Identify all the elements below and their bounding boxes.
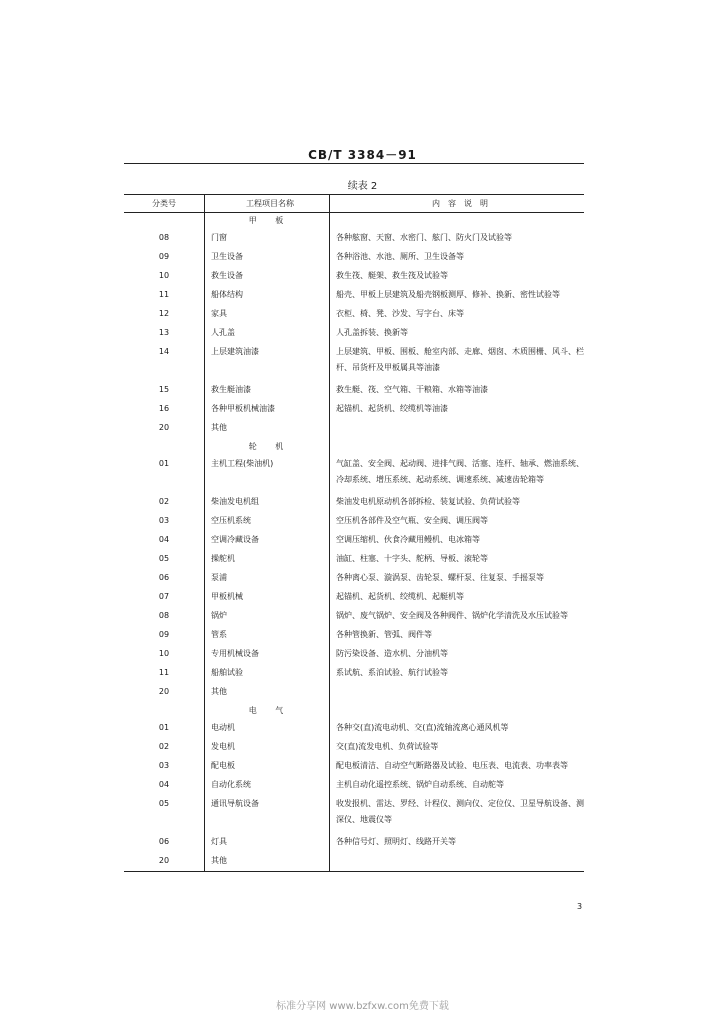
project-name: 人孔盖 bbox=[205, 325, 330, 344]
content-description: 系试航、系泊试验、航行试验等 bbox=[336, 667, 448, 677]
content-description: 油缸、柱塞、十字头、舵柄、导板、滚轮等 bbox=[336, 553, 488, 563]
column-header-code: 分类号 bbox=[124, 195, 205, 213]
content-description: 锅炉、废气锅炉、安全阀及各种阀件、锅炉化学清洗及水压试验等 bbox=[336, 610, 568, 620]
project-name: 管系 bbox=[205, 627, 330, 646]
category-code: 20 bbox=[124, 684, 205, 703]
table-row bbox=[124, 551, 584, 570]
project-name: 电动机 bbox=[205, 720, 330, 739]
project-name: 操舵机 bbox=[205, 551, 330, 570]
table-row bbox=[124, 646, 584, 665]
content-description: 各种管换新、管弧、阀件等 bbox=[336, 629, 432, 639]
project-name: 救生艇油漆 bbox=[205, 382, 330, 401]
section-title: 甲 板 bbox=[205, 213, 330, 230]
project-name: 锅炉 bbox=[205, 608, 330, 627]
table-row bbox=[124, 665, 584, 684]
table-row bbox=[124, 684, 584, 703]
table-row bbox=[124, 720, 584, 739]
section-row bbox=[124, 213, 584, 230]
project-name: 家具 bbox=[205, 306, 330, 325]
table-row bbox=[124, 325, 584, 344]
section-code-cell bbox=[124, 213, 205, 230]
project-name: 配电板 bbox=[205, 758, 330, 777]
project-name: 船体结构 bbox=[205, 287, 330, 306]
section-title: 电 气 bbox=[205, 703, 330, 720]
table-row bbox=[124, 834, 584, 853]
category-code: 08 bbox=[124, 608, 205, 627]
table-row bbox=[124, 796, 584, 834]
category-code: 05 bbox=[124, 796, 205, 834]
standard-code: CB/T 3384－91 bbox=[308, 148, 417, 162]
category-code: 10 bbox=[124, 268, 205, 287]
category-code: 03 bbox=[124, 758, 205, 777]
page-number: 3 bbox=[577, 902, 583, 911]
category-code: 11 bbox=[124, 665, 205, 684]
section-code-cell bbox=[124, 703, 205, 720]
project-name: 自动化系统 bbox=[205, 777, 330, 796]
content-description: 船壳、甲板上层建筑及船壳钢板测厚、修补、换新、密性试验等 bbox=[336, 289, 560, 299]
category-code: 04 bbox=[124, 532, 205, 551]
category-code: 03 bbox=[124, 513, 205, 532]
project-name: 船舶试验 bbox=[205, 665, 330, 684]
content-description: 起锚机、起货机、绞缆机等油漆 bbox=[336, 403, 448, 413]
table-row bbox=[124, 306, 584, 325]
project-name: 泵浦 bbox=[205, 570, 330, 589]
category-code: 13 bbox=[124, 325, 205, 344]
project-name: 空压机系统 bbox=[205, 513, 330, 532]
content-description: 防污染设备、造水机、分油机等 bbox=[336, 648, 448, 658]
project-name: 空调冷藏设备 bbox=[205, 532, 330, 551]
content-description: 救生艇、筏、空气箱、干粮箱、水箱等油漆 bbox=[336, 384, 488, 394]
project-name: 卫生设备 bbox=[205, 249, 330, 268]
table-row bbox=[124, 456, 584, 494]
table-row bbox=[124, 608, 584, 627]
content-description: 柴油发电机原动机各部拆检、装复试验、负荷试验等 bbox=[336, 496, 520, 506]
content-description: 空压机各部件及空气瓶、安全阀、调压阀等 bbox=[336, 515, 488, 525]
category-code: 16 bbox=[124, 401, 205, 420]
column-header-name: 工程项目名称 bbox=[205, 195, 330, 213]
table-caption: 续表 2 bbox=[347, 181, 378, 192]
project-name: 其他 bbox=[205, 853, 330, 872]
category-code: 07 bbox=[124, 589, 205, 608]
content-description: 救生筏、艇架、救生筏及试验等 bbox=[336, 270, 448, 280]
content-description: 各种离心泵、漩涡泵、齿轮泵、螺杆泵、往复泵、手摇泵等 bbox=[336, 572, 544, 582]
table-row bbox=[124, 420, 584, 439]
category-code: 02 bbox=[124, 494, 205, 513]
content-description bbox=[330, 684, 585, 703]
content-description: 配电板清洁、自动空气断路器及试验、电压表、电流表、功率表等 bbox=[336, 760, 568, 770]
project-table bbox=[124, 194, 584, 872]
content-description: 各种浴池、水池、厕所、卫生设备等 bbox=[336, 251, 464, 261]
project-name: 其他 bbox=[205, 684, 330, 703]
section-desc-cell bbox=[330, 213, 585, 230]
content-description bbox=[330, 853, 585, 872]
project-name: 其他 bbox=[205, 420, 330, 439]
project-name: 救生设备 bbox=[205, 268, 330, 287]
category-code: 09 bbox=[124, 627, 205, 646]
content-description: 上层建筑、甲板、围板、舱室内部、走廊、烟囱、木质围栅、风斗、栏杆、吊货杆及甲板属具等油漆 bbox=[336, 346, 584, 372]
project-name: 专用机械设备 bbox=[205, 646, 330, 665]
table-row bbox=[124, 401, 584, 420]
content-description: 各种信号灯、照明灯、线路开关等 bbox=[336, 836, 456, 846]
table-row bbox=[124, 344, 584, 382]
content-description: 人孔盖拆装、换新等 bbox=[336, 327, 408, 337]
content-description: 空调压缩机、伙食冷藏用鳗机、电冰箱等 bbox=[336, 534, 480, 544]
category-code: 10 bbox=[124, 646, 205, 665]
category-code: 01 bbox=[124, 720, 205, 739]
project-name: 门窗 bbox=[205, 230, 330, 249]
table-body bbox=[124, 213, 584, 872]
table-row bbox=[124, 532, 584, 551]
project-name: 各种甲板机械油漆 bbox=[205, 401, 330, 420]
category-code: 15 bbox=[124, 382, 205, 401]
category-code: 06 bbox=[124, 834, 205, 853]
category-code: 11 bbox=[124, 287, 205, 306]
category-code: 01 bbox=[124, 456, 205, 494]
column-header-description: 内 容 说 明 bbox=[330, 195, 585, 213]
table-row bbox=[124, 249, 584, 268]
table-row bbox=[124, 777, 584, 796]
content-description: 各种舷窗、天窗、水密门、舷门、防火门及试验等 bbox=[336, 232, 512, 242]
project-name: 甲板机械 bbox=[205, 589, 330, 608]
table-row bbox=[124, 758, 584, 777]
project-name: 灯具 bbox=[205, 834, 330, 853]
content-description: 气缸盖、安全阀、起动阀、进排气阀、活塞、连杆、轴承、燃油系统、冷却系统、增压系统、起动系统、调速系统、减速齿轮箱等 bbox=[336, 458, 584, 484]
section-title: 轮 机 bbox=[205, 439, 330, 456]
project-name: 主机工程(柴油机) bbox=[205, 456, 330, 494]
category-code: 20 bbox=[124, 853, 205, 872]
category-code: 06 bbox=[124, 570, 205, 589]
section-desc-cell bbox=[330, 703, 585, 720]
category-code: 02 bbox=[124, 739, 205, 758]
table-row bbox=[124, 513, 584, 532]
table-header-row bbox=[124, 195, 584, 213]
table-row bbox=[124, 494, 584, 513]
table-row bbox=[124, 853, 584, 872]
category-code: 08 bbox=[124, 230, 205, 249]
table-row bbox=[124, 382, 584, 401]
project-name: 通讯导航设备 bbox=[205, 796, 330, 834]
table-row bbox=[124, 570, 584, 589]
table-row bbox=[124, 268, 584, 287]
content-description: 主机自动化遥控系统、锅炉自动系统、自动舵等 bbox=[336, 779, 504, 789]
content-description: 各种交(直)流电动机、交(直)流轴流离心通风机等 bbox=[336, 722, 509, 732]
watermark: 标准分享网 www.bzfxw.com免费下载 bbox=[276, 1001, 449, 1012]
category-code: 14 bbox=[124, 344, 205, 382]
table-row bbox=[124, 287, 584, 306]
category-code: 05 bbox=[124, 551, 205, 570]
table-row bbox=[124, 739, 584, 758]
table-row bbox=[124, 230, 584, 249]
category-code: 12 bbox=[124, 306, 205, 325]
section-code-cell bbox=[124, 439, 205, 456]
project-name: 上层建筑油漆 bbox=[205, 344, 330, 382]
table-row bbox=[124, 589, 584, 608]
category-code: 20 bbox=[124, 420, 205, 439]
section-row bbox=[124, 439, 584, 456]
category-code: 04 bbox=[124, 777, 205, 796]
section-row bbox=[124, 703, 584, 720]
header-rule bbox=[124, 163, 584, 164]
content-description: 衣柜、椅、凳、沙发、写字台、床等 bbox=[336, 308, 464, 318]
category-code: 09 bbox=[124, 249, 205, 268]
content-description: 交(直)流发电机、负荷试验等 bbox=[336, 741, 439, 751]
project-name: 发电机 bbox=[205, 739, 330, 758]
content-description: 收发报机、雷达、罗经、计程仪、测向仪、定位仪、卫星导航设备、测深仪、地震仪等 bbox=[336, 798, 584, 824]
section-desc-cell bbox=[330, 439, 585, 456]
content-description bbox=[330, 420, 585, 439]
content-description: 起锚机、起货机、绞缆机、起艇机等 bbox=[336, 591, 464, 601]
project-name: 柴油发电机组 bbox=[205, 494, 330, 513]
table-row bbox=[124, 627, 584, 646]
